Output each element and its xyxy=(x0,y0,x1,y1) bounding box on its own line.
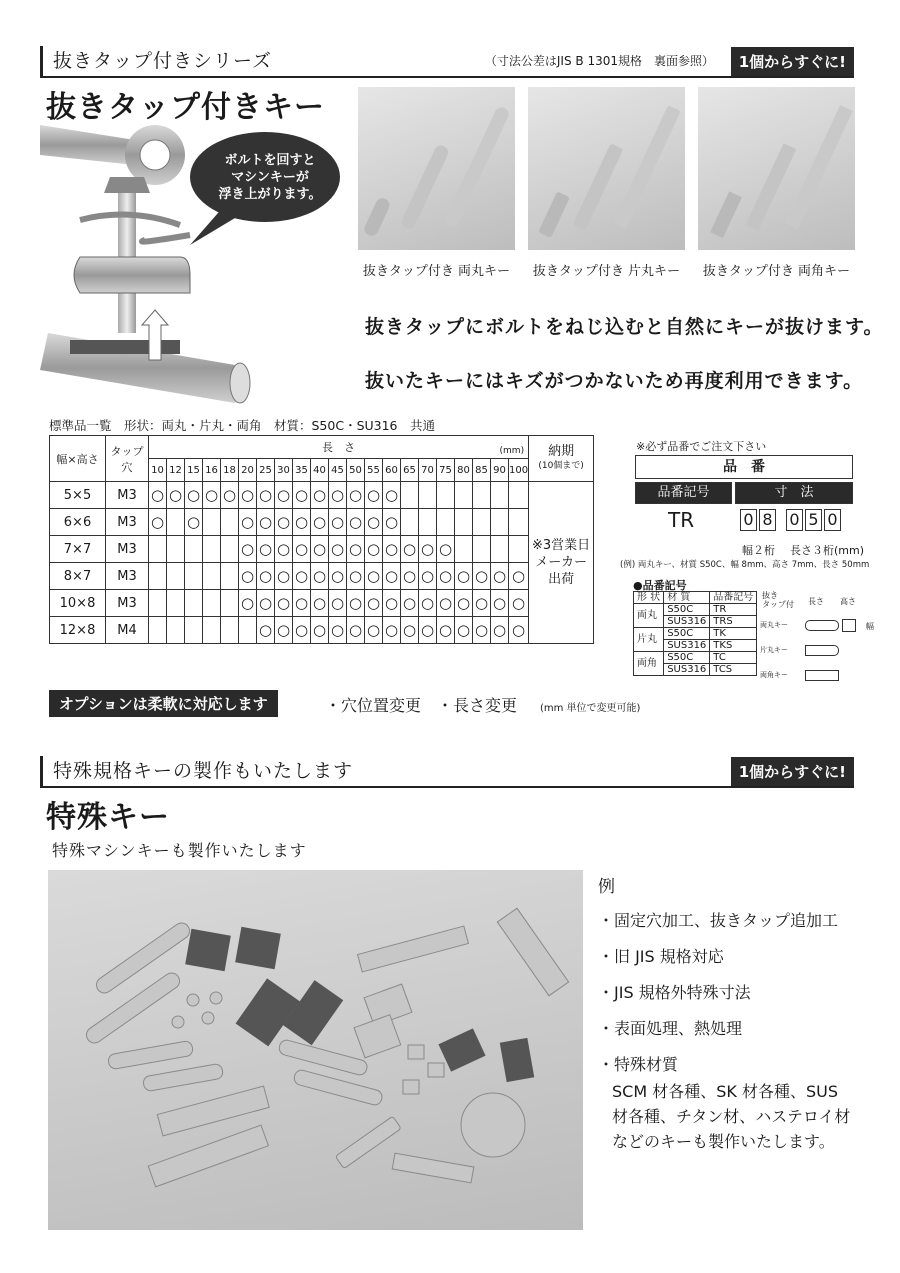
size-cell: 12×8 xyxy=(50,617,106,644)
section-header xyxy=(40,42,854,78)
bubble-line: ボルトを回すと xyxy=(224,153,316,168)
availability-cell: ○ xyxy=(419,536,437,563)
availability-cell xyxy=(509,509,529,536)
order-example: (例) 両丸キー、材質 S50C、幅 8mm、高さ 7mm、長さ 50mm xyxy=(620,560,870,570)
availability-cell: ○ xyxy=(401,590,419,617)
availability-cell: ○ xyxy=(383,617,401,644)
availability-cell: ○ xyxy=(383,482,401,509)
table-row xyxy=(50,590,594,617)
availability-cell xyxy=(149,536,167,563)
digit-box: 0 xyxy=(824,509,841,531)
lead-text: 抜きタップにボルトをねじ込むと自然にキーが抜けます。 xyxy=(365,316,884,338)
digit-box: 5 xyxy=(805,509,822,531)
fig-length-label: 長さ xyxy=(808,597,824,606)
availability-cell: ○ xyxy=(347,536,365,563)
availability-cell: ○ xyxy=(365,509,383,536)
availability-cell: ○ xyxy=(437,590,455,617)
table-row xyxy=(50,509,594,536)
availability-cell: ○ xyxy=(437,536,455,563)
length-col-header: 60 xyxy=(383,459,401,482)
bubble-line: マシンキーが xyxy=(231,170,309,185)
availability-cell: ○ xyxy=(275,590,293,617)
code-row xyxy=(634,628,757,640)
availability-cell: ○ xyxy=(473,563,491,590)
size-cell: 6×6 xyxy=(50,509,106,536)
feature-item: ・表面処理、熱処理 xyxy=(598,1019,743,1038)
availability-cell xyxy=(221,536,239,563)
length-col-header: 80 xyxy=(455,459,473,482)
tap-cell: M3 xyxy=(106,482,149,509)
material-cell: SUS316 xyxy=(664,616,710,628)
double-round-shape xyxy=(805,620,839,631)
code-cell: TK xyxy=(710,628,757,640)
standard-products-table xyxy=(49,435,594,644)
tap-header-cell: タップ穴 xyxy=(106,436,149,482)
availability-cell: ○ xyxy=(275,536,293,563)
table-row xyxy=(50,482,594,509)
availability-cell: ○ xyxy=(275,617,293,644)
availability-cell xyxy=(401,509,419,536)
availability-cell: ○ xyxy=(329,563,347,590)
length-col-header: 20 xyxy=(239,459,257,482)
availability-cell xyxy=(221,617,239,644)
availability-cell xyxy=(419,509,437,536)
material-cell: SUS316 xyxy=(664,664,710,676)
length-col-header: 85 xyxy=(473,459,491,482)
section-header-2 xyxy=(40,752,854,788)
availability-cell: ○ xyxy=(491,590,509,617)
availability-cell: ○ xyxy=(257,563,275,590)
lead-text: 抜いたキーにはキズがつかないため再度利用できます。 xyxy=(365,370,864,392)
tap-cell: M3 xyxy=(106,509,149,536)
availability-cell xyxy=(455,482,473,509)
material-cell: SUS316 xyxy=(664,640,710,652)
availability-cell xyxy=(203,590,221,617)
size-cell: 7×7 xyxy=(50,536,106,563)
bubble-line: 浮き上がります。 xyxy=(218,187,322,202)
length-col-header: 45 xyxy=(329,459,347,482)
availability-cell: ○ xyxy=(365,590,383,617)
size-cell: 8×7 xyxy=(50,563,106,590)
availability-cell xyxy=(401,482,419,509)
fig-tap-text: 抜き タップ付 xyxy=(762,591,794,609)
availability-cell xyxy=(167,617,185,644)
availability-cell xyxy=(437,482,455,509)
cross-section-shape xyxy=(842,619,856,632)
delivery-note-line: メーカー xyxy=(535,555,587,570)
availability-cell: ○ xyxy=(329,590,347,617)
availability-cell xyxy=(455,536,473,563)
availability-cell xyxy=(221,590,239,617)
delivery-sub: (10個まで) xyxy=(538,460,584,471)
availability-cell xyxy=(149,617,167,644)
header-bar xyxy=(40,756,43,786)
length-label: 長さ３桁(mm) xyxy=(790,544,865,557)
double-square-shape xyxy=(805,670,839,681)
availability-cell xyxy=(185,617,203,644)
availability-cell: ○ xyxy=(455,590,473,617)
length-header-label: 長 さ xyxy=(322,441,356,454)
code-table xyxy=(633,591,757,676)
feature-item: ・旧 JIS 規格対応 xyxy=(598,947,724,966)
availability-cell: ○ xyxy=(383,563,401,590)
photo-double-square-key xyxy=(698,87,855,250)
availability-cell: ○ xyxy=(401,617,419,644)
availability-cell: ○ xyxy=(365,617,383,644)
length-digits xyxy=(786,509,843,531)
availability-cell: ○ xyxy=(167,482,185,509)
availability-cell xyxy=(203,617,221,644)
availability-cell: ○ xyxy=(383,509,401,536)
availability-cell xyxy=(149,590,167,617)
feature-item: ・固定穴加工、抜きタップ追加工 xyxy=(598,911,839,930)
length-col-header: 90 xyxy=(491,459,509,482)
availability-cell: ○ xyxy=(491,563,509,590)
section-heading: 特殊規格キーの製作もいたします xyxy=(53,760,354,782)
availability-cell xyxy=(455,509,473,536)
tap-cell: M3 xyxy=(106,563,149,590)
fig-height-label: 高さ xyxy=(840,597,856,606)
table-caption: 標準品一覧 形状：両丸・片丸・両角 材質：S50C・SU316 共通 xyxy=(49,418,436,433)
photo-single-round-key xyxy=(528,87,685,250)
code-cell: TC xyxy=(710,652,757,664)
availability-cell: ○ xyxy=(293,590,311,617)
feature-item: ・JIS 規格外特殊寸法 xyxy=(598,983,751,1002)
code-cell: TR xyxy=(710,604,757,616)
availability-cell: ○ xyxy=(293,482,311,509)
length-col-header: 35 xyxy=(293,459,311,482)
availability-cell: ○ xyxy=(365,482,383,509)
availability-cell: ○ xyxy=(455,563,473,590)
code-col-header: 品番記号 xyxy=(710,592,757,604)
availability-cell xyxy=(473,509,491,536)
table-row xyxy=(50,536,594,563)
availability-cell xyxy=(203,563,221,590)
availability-cell: ○ xyxy=(293,563,311,590)
availability-cell: ○ xyxy=(257,617,275,644)
order-note: ※必ず品番でご注文下さい xyxy=(636,440,767,453)
length-col-header: 70 xyxy=(419,459,437,482)
availability-cell xyxy=(185,536,203,563)
length-col-header: 100 xyxy=(509,459,529,482)
availability-cell: ○ xyxy=(347,509,365,536)
availability-cell xyxy=(167,563,185,590)
size-header-cell: 幅×高さ xyxy=(50,436,106,482)
availability-cell: ○ xyxy=(239,482,257,509)
material-line: SCM 材各種、SK 材各種、SUS xyxy=(612,1082,838,1101)
unit-label: (mm) xyxy=(499,446,525,456)
availability-cell: ○ xyxy=(347,590,365,617)
availability-cell: ○ xyxy=(347,617,365,644)
availability-cell: ○ xyxy=(257,536,275,563)
options-label: オプションは柔軟に対応します xyxy=(49,690,278,717)
availability-cell: ○ xyxy=(383,590,401,617)
code-table-title: ●品番記号 xyxy=(633,579,687,592)
shape-cell: 両丸 xyxy=(634,604,664,628)
code-cell: TRS xyxy=(710,616,757,628)
availability-cell: ○ xyxy=(347,563,365,590)
dimension-header: 寸 法 xyxy=(735,482,853,504)
availability-cell: ○ xyxy=(239,536,257,563)
availability-cell: ○ xyxy=(491,617,509,644)
code-col-header: 形 状 xyxy=(634,592,664,604)
availability-cell xyxy=(239,617,257,644)
special-key-title: 特殊キー xyxy=(46,800,170,835)
prefix-example: TR xyxy=(668,508,695,532)
fig-label: 片丸キー xyxy=(760,646,788,654)
material-cell: S50C xyxy=(664,604,710,616)
availability-cell: ○ xyxy=(311,590,329,617)
photo-caption: 抜きタップ付き 両角キー xyxy=(702,264,851,279)
shape-cell: 両角 xyxy=(634,652,664,676)
material-list xyxy=(612,1079,850,1154)
availability-cell: ○ xyxy=(347,482,365,509)
code-header: 品番記号 xyxy=(635,482,732,504)
length-col-header: 18 xyxy=(221,459,239,482)
availability-cell: ○ xyxy=(383,536,401,563)
availability-cell: ○ xyxy=(311,536,329,563)
availability-cell: ○ xyxy=(329,536,347,563)
availability-cell xyxy=(185,563,203,590)
availability-cell: ○ xyxy=(401,563,419,590)
availability-cell: ○ xyxy=(239,590,257,617)
length-col-header: 30 xyxy=(275,459,293,482)
special-key-subtitle: 特殊マシンキーも製作いたします xyxy=(52,841,307,860)
availability-cell: ○ xyxy=(419,617,437,644)
length-col-header: 55 xyxy=(365,459,383,482)
delivery-note-line: 出荷 xyxy=(548,572,575,587)
special-keys-photo xyxy=(48,870,583,1230)
table-row xyxy=(50,617,594,644)
width-label: 幅２桁 xyxy=(742,544,775,557)
tap-cell: M4 xyxy=(106,617,149,644)
section-heading: 抜きタップ付きシリーズ xyxy=(53,50,273,72)
availability-cell: ○ xyxy=(473,590,491,617)
shape-cell: 片丸 xyxy=(634,628,664,652)
length-col-header: 50 xyxy=(347,459,365,482)
delivery-note-line: ※3営業日 xyxy=(532,538,591,553)
code-col-header: 材 質 xyxy=(664,592,710,604)
fig-label: 両丸キー xyxy=(760,621,788,629)
page-title: 抜きタップ付きキー xyxy=(46,90,325,125)
availability-cell xyxy=(149,563,167,590)
options-sub: (mm 単位で変更可能) xyxy=(540,703,641,714)
availability-cell: ○ xyxy=(203,482,221,509)
availability-cell: ○ xyxy=(329,509,347,536)
options-items: ・穴位置変更 ・長さ変更 xyxy=(325,696,518,715)
availability-cell: ○ xyxy=(149,509,167,536)
availability-cell: ○ xyxy=(311,563,329,590)
availability-cell xyxy=(221,563,239,590)
header-bar xyxy=(40,46,43,76)
length-header xyxy=(149,436,529,459)
availability-cell: ○ xyxy=(239,563,257,590)
speech-bubble xyxy=(205,152,335,203)
code-row xyxy=(634,652,757,664)
digit-box: 8 xyxy=(759,509,776,531)
availability-cell: ○ xyxy=(293,509,311,536)
code-cell: TCS xyxy=(710,664,757,676)
material-line: などのキーも製作いたします。 xyxy=(612,1132,835,1151)
width-digits xyxy=(740,509,778,531)
availability-cell: ○ xyxy=(311,482,329,509)
delivery-note xyxy=(529,482,594,644)
photo-caption: 抜きタップ付き 片丸キー xyxy=(532,264,681,279)
length-col-header: 25 xyxy=(257,459,275,482)
availability-cell: ○ xyxy=(275,563,293,590)
availability-cell: ○ xyxy=(311,509,329,536)
badge: 1個からすぐに! xyxy=(731,47,854,76)
availability-cell xyxy=(491,536,509,563)
tap-cell: M3 xyxy=(106,536,149,563)
material-line: 材各種、チタン材、ハステロイ材 xyxy=(612,1107,851,1126)
availability-cell: ○ xyxy=(329,617,347,644)
availability-cell: ○ xyxy=(365,563,383,590)
availability-cell xyxy=(419,482,437,509)
availability-cell: ○ xyxy=(185,509,203,536)
availability-cell: ○ xyxy=(221,482,239,509)
availability-cell: ○ xyxy=(509,563,529,590)
fig-width-label: 幅 xyxy=(866,622,874,631)
availability-cell xyxy=(185,590,203,617)
code-cell: TKS xyxy=(710,640,757,652)
example-label: 例 xyxy=(598,877,615,897)
size-cell: 5×5 xyxy=(50,482,106,509)
availability-cell xyxy=(473,536,491,563)
fig-label: 両角キー xyxy=(760,671,788,679)
material-cell: S50C xyxy=(664,652,710,664)
availability-cell xyxy=(167,590,185,617)
digit-box: 0 xyxy=(786,509,803,531)
availability-cell: ○ xyxy=(419,590,437,617)
availability-cell xyxy=(473,482,491,509)
length-col-header: 16 xyxy=(203,459,221,482)
digit-box: 0 xyxy=(740,509,757,531)
delivery-header xyxy=(529,436,594,482)
size-cell: 10×8 xyxy=(50,590,106,617)
photo-caption: 抜きタップ付き 両丸キー xyxy=(362,264,511,279)
availability-cell xyxy=(203,536,221,563)
length-col-header: 12 xyxy=(167,459,185,482)
length-col-header: 65 xyxy=(401,459,419,482)
length-col-header: 40 xyxy=(311,459,329,482)
length-col-header: 10 xyxy=(149,459,167,482)
availability-cell: ○ xyxy=(275,509,293,536)
availability-cell xyxy=(509,482,529,509)
availability-cell: ○ xyxy=(257,509,275,536)
availability-cell: ○ xyxy=(509,590,529,617)
availability-cell: ○ xyxy=(311,617,329,644)
table-row xyxy=(50,563,594,590)
availability-cell xyxy=(167,536,185,563)
availability-cell xyxy=(491,482,509,509)
availability-cell: ○ xyxy=(509,617,529,644)
code-row xyxy=(634,604,757,616)
availability-cell xyxy=(203,509,221,536)
availability-cell: ○ xyxy=(401,536,419,563)
availability-cell: ○ xyxy=(257,590,275,617)
material-cell: S50C xyxy=(664,628,710,640)
length-col-header: 75 xyxy=(437,459,455,482)
length-col-header: 15 xyxy=(185,459,203,482)
availability-cell: ○ xyxy=(329,482,347,509)
availability-cell: ○ xyxy=(419,563,437,590)
availability-cell xyxy=(509,536,529,563)
single-round-shape xyxy=(805,645,839,656)
availability-cell: ○ xyxy=(275,482,293,509)
tolerance-note: （寸法公差はJIS B 1301規格 裏面参照） xyxy=(484,54,714,68)
availability-cell: ○ xyxy=(149,482,167,509)
availability-cell: ○ xyxy=(365,536,383,563)
delivery-label: 納期 xyxy=(548,443,575,459)
availability-cell: ○ xyxy=(239,509,257,536)
availability-cell: ○ xyxy=(455,617,473,644)
availability-cell xyxy=(491,509,509,536)
availability-cell xyxy=(221,509,239,536)
availability-cell xyxy=(167,509,185,536)
badge: 1個からすぐに! xyxy=(731,757,854,786)
part-number-header: 品 番 xyxy=(635,455,853,479)
availability-cell: ○ xyxy=(257,482,275,509)
fig-tap-label xyxy=(762,591,794,609)
availability-cell: ○ xyxy=(293,536,311,563)
availability-cell: ○ xyxy=(293,617,311,644)
feature-item: ・特殊材質 xyxy=(598,1055,679,1074)
photo-double-round-key xyxy=(358,87,515,250)
availability-cell: ○ xyxy=(437,617,455,644)
availability-cell: ○ xyxy=(185,482,203,509)
availability-cell: ○ xyxy=(437,563,455,590)
availability-cell: ○ xyxy=(473,617,491,644)
availability-cell xyxy=(437,509,455,536)
tap-cell: M3 xyxy=(106,590,149,617)
